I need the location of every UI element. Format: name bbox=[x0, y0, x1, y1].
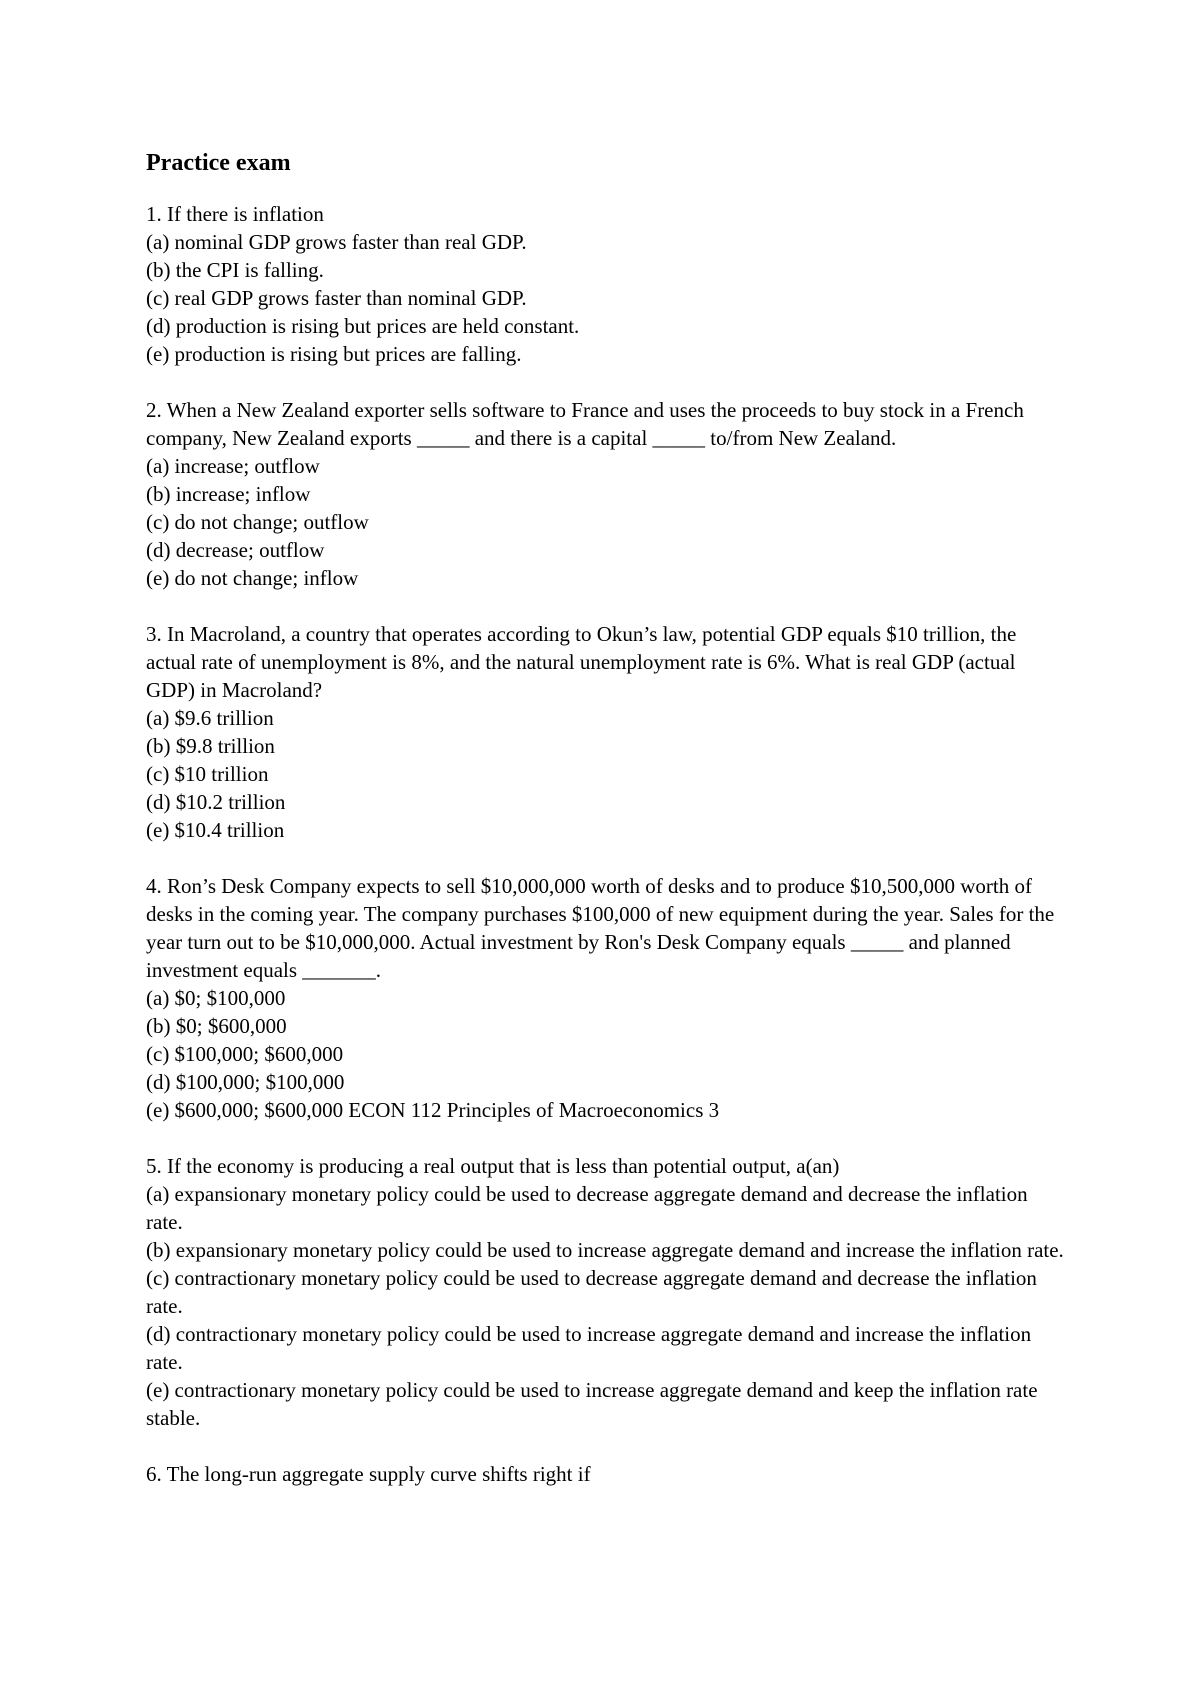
question-stem: 4. Ron’s Desk Company expects to sell $10,000,000 worth of desks and to produce $10,500,000 worth of desks in the coming year. The company purchases $100,000 of new equipment during the year. Sales for the year turn out to be $10,000,000. Actual investment by Ron's Desk Company equals _____ and planned investment equals _______. bbox=[146, 874, 1055, 982]
answer-option-d: (d) $100,000; $100,000 bbox=[146, 1070, 345, 1094]
answer-option-a: (a) expansionary monetary policy could be used to decrease aggregate demand and decrease the inflation rate. bbox=[146, 1182, 1028, 1234]
answer-option-a: (a) nominal GDP grows faster than real GDP. bbox=[146, 230, 527, 254]
answer-option-d: (d) production is rising but prices are held constant. bbox=[146, 314, 580, 338]
answer-option-c: (c) real GDP grows faster than nominal GDP. bbox=[146, 286, 527, 310]
question-2 bbox=[146, 396, 1066, 592]
answer-option-e: (e) $600,000; $600,000 ECON 112 Principles of Macroeconomics 3 bbox=[146, 1098, 720, 1122]
answer-option-b: (b) $0; $600,000 bbox=[146, 1014, 287, 1038]
question-stem: 3. In Macroland, a country that operates according to Okun’s law, potential GDP equals $10 trillion, the actual rate of unemployment is 8%, and the natural unemployment rate is 6%. What is real GDP (actual GDP) in Macroland? bbox=[146, 622, 1017, 702]
answer-option-b: (b) expansionary monetary policy could be used to increase aggregate demand and increase the inflation rate. bbox=[146, 1238, 1064, 1262]
answer-option-a: (a) $9.6 trillion bbox=[146, 706, 274, 730]
answer-option-d: (d) $10.2 trillion bbox=[146, 790, 286, 814]
answer-option-c: (c) $100,000; $600,000 bbox=[146, 1042, 344, 1066]
question-4 bbox=[146, 872, 1066, 1124]
answer-option-b: (b) the CPI is falling. bbox=[146, 258, 324, 282]
answer-option-e: (e) contractionary monetary policy could be used to increase aggregate demand and keep the inflation rate stable. bbox=[146, 1378, 1038, 1430]
question-stem: 1. If there is inflation bbox=[146, 202, 324, 226]
answer-option-a: (a) increase; outflow bbox=[146, 454, 320, 478]
answer-option-c: (c) contractionary monetary policy could be used to decrease aggregate demand and decrease the inflation rate. bbox=[146, 1266, 1037, 1318]
question-5 bbox=[146, 1152, 1066, 1432]
answer-option-c: (c) $10 trillion bbox=[146, 762, 269, 786]
question-3 bbox=[146, 620, 1066, 844]
answer-option-c: (c) do not change; outflow bbox=[146, 510, 369, 534]
question-stem: 2. When a New Zealand exporter sells software to France and uses the proceeds to buy stock in a French company, New Zealand exports _____ and there is a capital _____ to/from New Zealand. bbox=[146, 398, 1024, 450]
answer-option-e: (e) production is rising but prices are falling. bbox=[146, 342, 522, 366]
question-1 bbox=[146, 200, 1066, 368]
question-stem: 5. If the economy is producing a real output that is less than potential output, a(an) bbox=[146, 1154, 840, 1178]
answer-option-b: (b) $9.8 trillion bbox=[146, 734, 275, 758]
page-title: Practice exam bbox=[146, 150, 291, 176]
answer-option-e: (e) $10.4 trillion bbox=[146, 818, 285, 842]
question-stem: 6. The long-run aggregate supply curve shifts right if bbox=[146, 1462, 591, 1486]
question-6 bbox=[146, 1460, 1066, 1488]
answer-option-d: (d) contractionary monetary policy could be used to increase aggregate demand and increase the inflation rate. bbox=[146, 1322, 1032, 1374]
document-page bbox=[146, 140, 1066, 1516]
answer-option-e: (e) do not change; inflow bbox=[146, 566, 359, 590]
answer-option-b: (b) increase; inflow bbox=[146, 482, 311, 506]
answer-option-d: (d) decrease; outflow bbox=[146, 538, 325, 562]
answer-option-a: (a) $0; $100,000 bbox=[146, 986, 286, 1010]
